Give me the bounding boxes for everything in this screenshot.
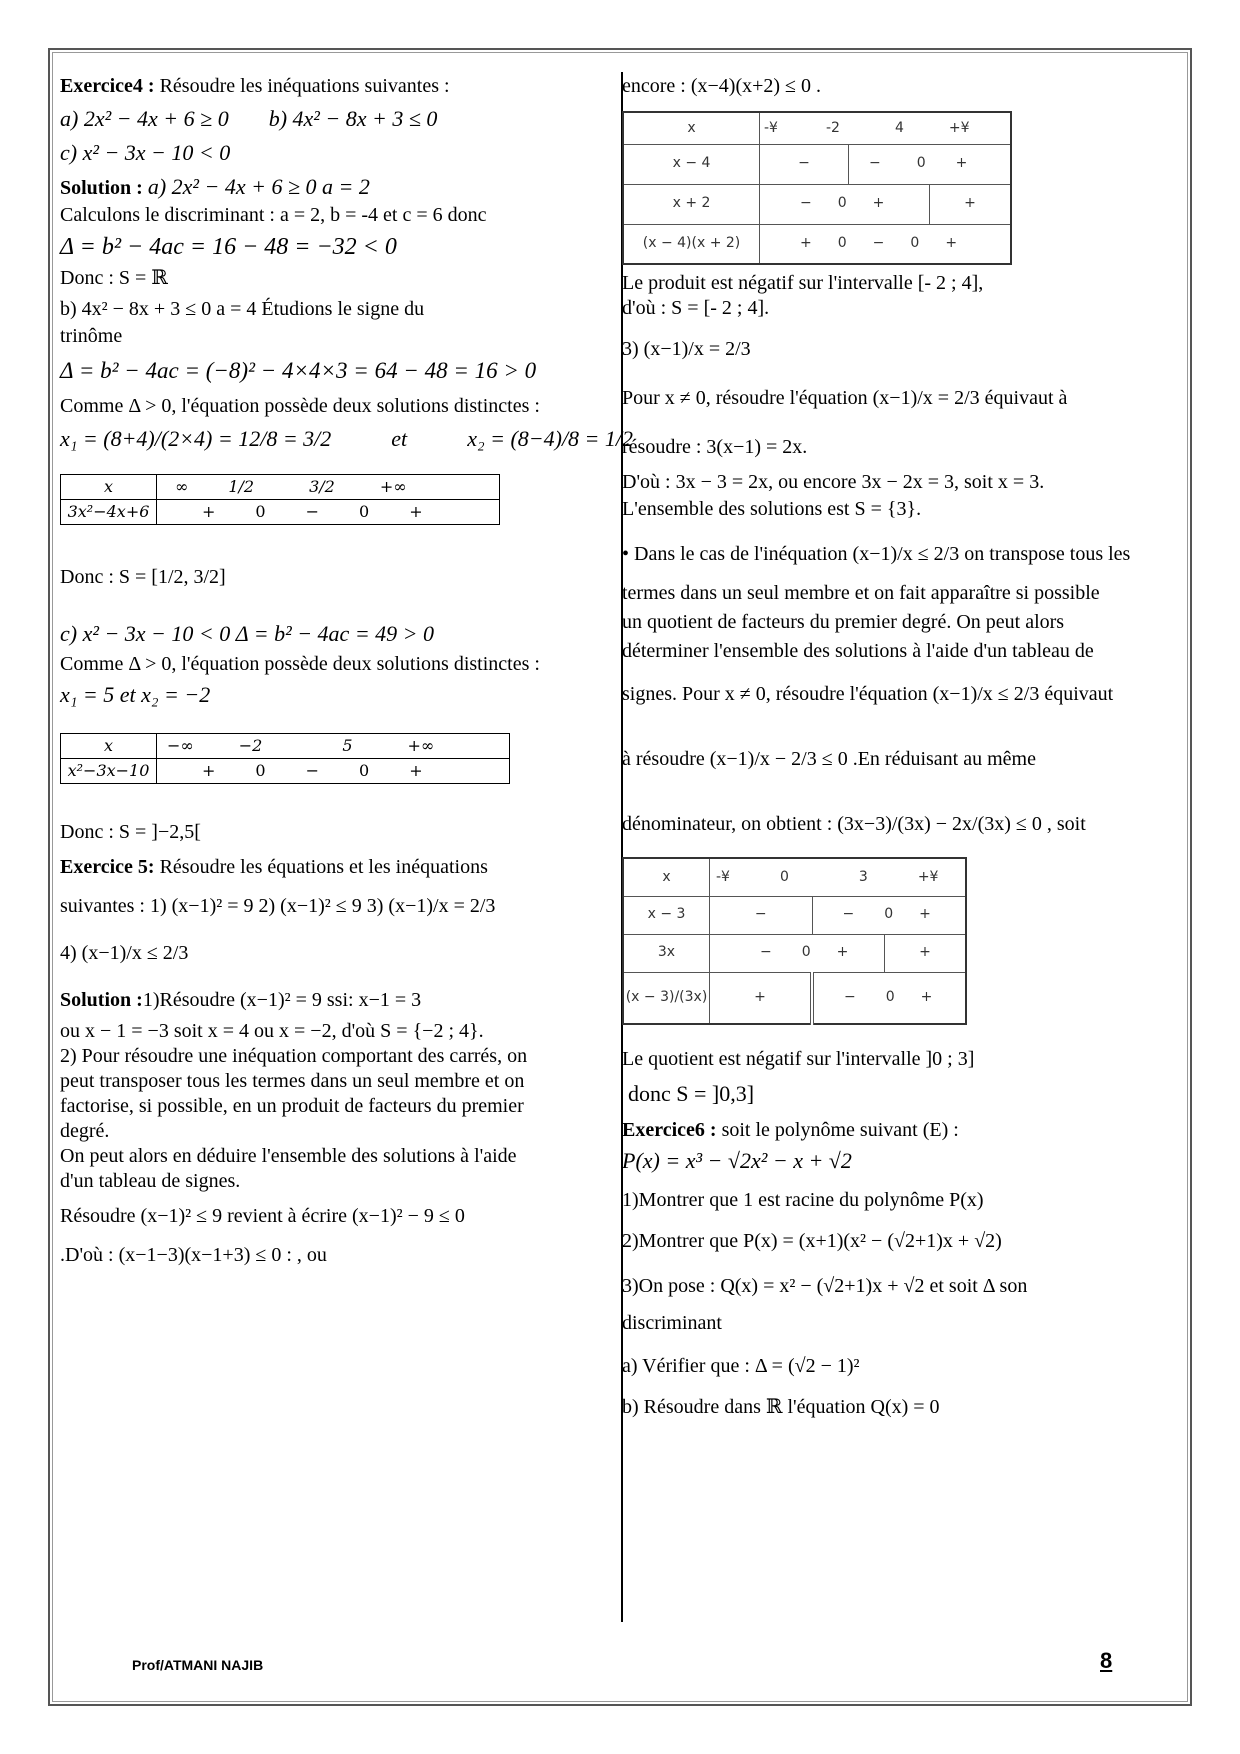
- t4-row1-label: x − 3: [623, 896, 710, 934]
- t1-head-1: ∞: [175, 477, 189, 497]
- produit-2: d'où : S = [- 2 ; 4].: [622, 297, 770, 319]
- cas-1: • Dans le cas de l'inéquation (x−1)/x ≤ 2/3 on transpose tous les: [622, 543, 1131, 565]
- donc-r: Donc : S = ℝ: [60, 267, 168, 289]
- solution5-1b: ou x − 1 = −3 soit x = 4 ou x = −2, d'où S = {−2 ; 4}.: [60, 1019, 484, 1042]
- cas-6: à résoudre (x−1)/x − 2/3 ≤ 0 .En réduisant au même: [622, 748, 1036, 770]
- t3-r3-c4: +: [945, 235, 958, 251]
- t4-r1-c0: −: [710, 896, 813, 934]
- ex4-c: c) x² − 3x − 10 < 0: [60, 140, 231, 165]
- t3-r3-c3: 0: [910, 235, 920, 251]
- ex6-p: P(x) = x³ − √2x² − x + √2: [622, 1147, 852, 1173]
- t3-r1-c1: −: [869, 155, 881, 172]
- t4-row3-label: (x − 3)/(3x): [623, 972, 710, 1024]
- t2-sign-1: 0: [255, 760, 266, 780]
- t3-r2-left: [760, 184, 930, 224]
- t2-sign-2: −: [305, 760, 319, 780]
- right-column: [622, 74, 1182, 1420]
- t3-row1-label: x − 4: [623, 144, 760, 184]
- ex6-3b: discriminant: [622, 1312, 722, 1334]
- t4-r3-rest: [812, 972, 966, 1024]
- t3-r1-rest: [849, 144, 1012, 184]
- solution5-title: Solution :: [60, 988, 143, 1011]
- cas-7: dénominateur, on obtient : (3x−3)/(3x) − 2x/(3x) ≤ 0 , soit: [622, 813, 1086, 835]
- t2-sign-4: +: [409, 760, 423, 780]
- ex6-b: b) Résoudre dans ℝ l'équation Q(x) = 0: [622, 1396, 940, 1418]
- t2-head-values: [157, 733, 510, 758]
- sign-table-4: [622, 857, 967, 1025]
- q3: 3) (x−1)/x = 2/3: [622, 338, 751, 360]
- resoudre-1: résoudre : 3(x−1) = 2x.: [622, 436, 808, 458]
- t2-row-label: x²−3x−10: [61, 758, 157, 783]
- t3-r3-c1: 0: [837, 235, 847, 251]
- solution-a: a) 2x² − 4x + 6 ≥ 0 a = 2: [147, 174, 370, 199]
- solution5-2a: 2) Pour résoudre une inéquation comportant des carrés, on: [60, 1044, 528, 1067]
- left-column: [60, 72, 634, 1268]
- trinome: trinôme: [60, 325, 123, 347]
- t4-head-4: +¥: [917, 868, 939, 885]
- t2-head-4: +∞: [407, 735, 435, 755]
- ex5-item-4: 4) (x−1)/x ≤ 2/3: [60, 941, 189, 964]
- et-b: et: [391, 425, 408, 451]
- x1-b: x₁ = (8+4)/(2×4) = 12/8 = 3/2: [60, 425, 332, 451]
- t4-row2-label: 3x: [623, 934, 710, 972]
- t3-row3-label: (x − 4)(x + 2): [623, 224, 760, 264]
- solution5-2c: factorise, si possible, en un produit de facteurs du premier: [60, 1094, 524, 1117]
- produit-1: Le produit est négatif sur l'intervalle [- 2 ; 4],: [622, 272, 984, 294]
- cas-2: termes dans un seul membre et on fait apparaître si possible: [622, 582, 1100, 604]
- t3-r1-c0: −: [760, 144, 849, 184]
- t1-head-x: x: [61, 475, 157, 500]
- t4-r2-c2: +: [836, 944, 849, 961]
- t4-r1-c2: 0: [884, 906, 894, 923]
- t3-r2-c1: 0: [837, 195, 847, 212]
- t1-sign-2: −: [305, 502, 319, 522]
- dou: D'où : 3x − 3 = 2x, ou encore 3x − 2x = 3, soit x = 3.: [622, 471, 1045, 493]
- donc-b: Donc : S = [1/2, 3/2]: [60, 566, 226, 589]
- sign-table-1: [60, 474, 500, 525]
- ex6-2: 2)Montrer que P(x) = (x+1)(x² − (√2+1)x + √2): [622, 1230, 1002, 1252]
- page-number: 8: [1100, 1648, 1113, 1673]
- t1-sign-4: +: [409, 502, 423, 522]
- t4-head-2: 0: [779, 868, 789, 885]
- t4-head-x: x: [623, 858, 710, 896]
- ex4-a: a) 2x² − 4x + 6 ≥ 0: [60, 106, 229, 131]
- ex5-intro: Résoudre les équations et les inéquations: [159, 855, 488, 878]
- t4-r2-c3: +: [885, 934, 967, 972]
- t3-head-values: [760, 112, 1012, 144]
- delta-1: Δ = b² − 4ac = 16 − 48 = −32 < 0: [60, 234, 397, 260]
- t2-head-1: −∞: [167, 735, 194, 755]
- quotient: Le quotient est négatif sur l'intervalle ]0 ; 3]: [622, 1048, 975, 1070]
- cas-3: un quotient de facteurs du premier degré. On peut alors: [622, 611, 1065, 633]
- encore: encore : (x−4)(x+2) ≤ 0 .: [622, 75, 822, 97]
- solution5-2b: peut transposer tous les termes dans un seul membre et on: [60, 1069, 525, 1092]
- ex5-list: suivantes : 1) (x−1)² = 9 2) (x−1)² ≤ 9 3) (x−1)/x = 2/3: [60, 894, 496, 917]
- ex6-1: 1)Montrer que 1 est racine du polynôme P(x): [622, 1189, 984, 1211]
- t4-r2-c0: −: [760, 944, 772, 961]
- t1-row-signs: [157, 500, 500, 525]
- ensemble: L'ensemble des solutions est S = {3}.: [622, 498, 922, 520]
- donc-s: donc S = ]0,3]: [628, 1081, 755, 1106]
- sign-table-2: [60, 733, 510, 784]
- t1-head-values: [157, 475, 500, 500]
- solution-c: c) x² − 3x − 10 < 0 Δ = b² − 4ac = 49 > 0: [60, 621, 435, 647]
- calc-disc: Calculons le discriminant : a = 2, b = -4 et c = 6 donc: [60, 204, 487, 226]
- ex6-a: a) Vérifier que : Δ = (√2 − 1)²: [622, 1355, 860, 1377]
- t4-r3-c3: +: [920, 989, 933, 1005]
- t1-sign-0: +: [202, 502, 216, 522]
- donc-c: Donc : S = ]−2,5[: [60, 820, 201, 843]
- t3-r3-c0: +: [800, 235, 812, 251]
- comme-1: Comme Δ > 0, l'équation possède deux solutions distinctes :: [60, 394, 540, 417]
- sign-table-3: [622, 111, 1012, 265]
- ex6-3: 3)On pose : Q(x) = x² − (√2+1)x + √2 et soit Δ son: [622, 1275, 1028, 1297]
- delta-2: Δ = b² − 4ac = (−8)² − 4×4×3 = 64 − 48 = 16 > 0: [60, 358, 537, 383]
- solution5-1: 1)Résoudre (x−1)² = 9 ssi: x−1 = 3: [142, 988, 422, 1011]
- cas-4: déterminer l'ensemble des solutions à l'aide d'un tableau de: [622, 640, 1094, 662]
- t1-head-4: +∞: [379, 477, 407, 497]
- solution5-2d: degré.: [60, 1119, 110, 1142]
- t1-head-2: 1/2: [228, 477, 255, 497]
- t4-r3-c1: −: [844, 989, 856, 1005]
- t3-head-x: x: [623, 112, 760, 144]
- solution5-2h: .D'où : (x−1−3)(x−1+3) ≤ 0 : , ou: [60, 1243, 327, 1266]
- t4-r3-c0: +: [710, 972, 813, 1024]
- t1-sign-1: 0: [255, 502, 266, 522]
- ex4-title: Exercice4 :: [60, 75, 155, 97]
- t3-r3-c2: −: [872, 235, 885, 251]
- t1-sign-3: 0: [359, 502, 370, 522]
- t3-r2-c0: −: [800, 195, 812, 212]
- ex4-intro: Résoudre les inéquations suivantes :: [159, 75, 450, 97]
- ex6-intro: soit le polynôme suivant (E) :: [721, 1118, 959, 1141]
- t4-head-1: -¥: [716, 868, 730, 885]
- t4-r1-rest: [812, 896, 966, 934]
- footer-author: Prof/ATMANI NAJIB: [132, 1657, 264, 1673]
- solution-title: Solution :: [60, 177, 143, 199]
- ex5-title: Exercice 5:: [60, 855, 155, 878]
- t2-head-3: 5: [342, 735, 353, 755]
- t2-head-x: x: [61, 733, 157, 758]
- t4-r1-c3: +: [919, 906, 931, 923]
- t4-r2-left: [710, 934, 885, 972]
- ex6-title: Exercice6 :: [622, 1118, 717, 1141]
- solution5-2e: On peut alors en déduire l'ensemble des solutions à l'aide: [60, 1144, 517, 1167]
- t3-r3-signs: [760, 224, 1012, 264]
- solution-b: b) 4x² − 8x + 3 ≤ 0 a = 4 Étudions le signe du: [60, 298, 425, 320]
- x-c: x₁ = 5 et x₂ = −2: [60, 682, 211, 708]
- comme-2: Comme Δ > 0, l'équation possède deux solutions distinctes :: [60, 653, 540, 676]
- solution5-2g: Résoudre (x−1)² ≤ 9 revient à écrire (x−1)² − 9 ≤ 0: [60, 1204, 465, 1227]
- t4-r2-c1: 0: [801, 944, 811, 961]
- t3-head-3: 4: [894, 119, 904, 136]
- pour-1: Pour x ≠ 0, résoudre l'équation (x−1)/x = 2/3 équivaut à: [622, 387, 1068, 409]
- t3-r1-c3: +: [955, 155, 968, 172]
- t2-row-signs: [157, 758, 510, 783]
- x2-b: x₂ = (8−4)/8 = 1/2: [467, 425, 634, 451]
- cas-5: signes. Pour x ≠ 0, résoudre l'équation (x−1)/x ≤ 2/3 équivaut: [622, 683, 1114, 705]
- t1-head-3: 3/2: [309, 477, 335, 497]
- t4-head-values: [710, 858, 967, 896]
- t3-r2-c3: +: [930, 184, 1012, 224]
- t3-head-1: -¥: [764, 119, 778, 136]
- ex4-b: b) 4x² − 8x + 3 ≤ 0: [268, 106, 438, 131]
- t3-r2-c2: +: [872, 195, 885, 212]
- t3-head-2: -2: [825, 119, 840, 136]
- t2-sign-3: 0: [359, 760, 370, 780]
- t2-sign-0: +: [202, 760, 216, 780]
- solution5-2f: d'un tableau de signes.: [60, 1169, 241, 1192]
- t2-head-2: −2: [238, 735, 263, 755]
- t1-row-label: 3x²−4x+6: [61, 500, 157, 525]
- t4-r3-c2: 0: [885, 989, 895, 1005]
- t3-head-4: +¥: [948, 119, 970, 136]
- t4-head-3: 3: [858, 868, 868, 885]
- t4-r1-c1: −: [842, 906, 855, 923]
- t3-row2-label: x + 2: [623, 184, 760, 224]
- t3-r1-c2: 0: [916, 155, 926, 172]
